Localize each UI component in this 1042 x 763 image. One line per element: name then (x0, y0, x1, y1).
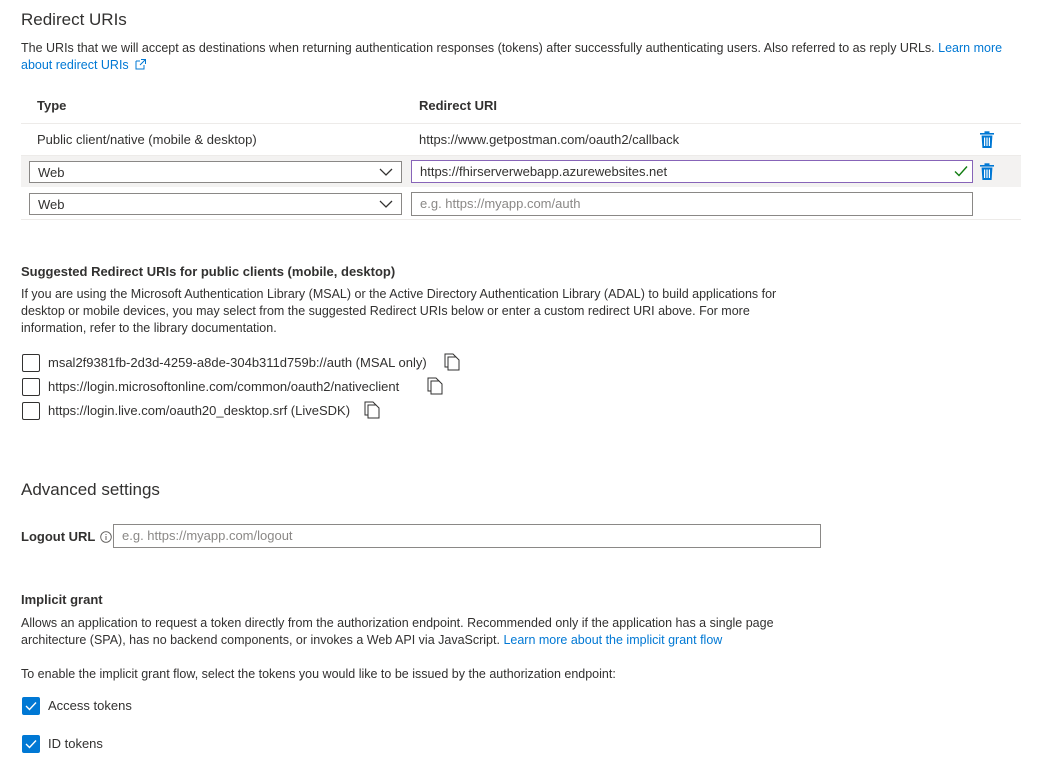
row-3-type-value: Web (38, 197, 65, 212)
row-1-type: Public client/native (mobile & desktop) (37, 132, 257, 147)
copy-button-1[interactable] (444, 353, 460, 371)
redirect-uris-description-text: The URIs that we will accept as destinations when returning authentication responses (tokens) after successfully authenticating users. Also referred to as reply URLs. (21, 41, 935, 55)
implicit-enable-text: To enable the implicit grant flow, select the tokens you would like to be issued by the authorization endpoint: (21, 667, 616, 681)
table-divider (21, 123, 1021, 124)
id-tokens-label: ID tokens (48, 736, 103, 751)
suggested-uri-checkbox-1[interactable] (22, 354, 40, 372)
suggested-uris-description: If you are using the Microsoft Authentication Library (MSAL) or the Active Directory Authentication Library (ADAL) to build applications for desktop or mobile devices, you may select from the suggested Redirect URIs below or enter a custom redirect URI above. For more information, refer to the library documentation. (21, 287, 777, 335)
row-2-uri-value: https://fhirserverwebapp.azurewebsites.net (420, 164, 668, 179)
logout-url-placeholder: e.g. https://myapp.com/logout (122, 528, 293, 543)
suggested-uri-checkbox-3[interactable] (22, 402, 40, 420)
learn-more-implicit-grant-link[interactable]: Learn more about the implicit grant flow (503, 633, 723, 647)
row-3-uri-input[interactable] (411, 192, 973, 216)
copy-icon (427, 377, 443, 395)
copy-button-2[interactable] (427, 377, 443, 395)
logout-url-input[interactable] (113, 524, 821, 548)
advanced-settings-title: Advanced settings (21, 480, 160, 499)
suggested-uri-checkbox-2[interactable] (22, 378, 40, 396)
implicit-grant-description: Allows an application to request a token directly from the authorization endpoint. Recommended only if the application has a single page architecture (SPA), has no backend components, or invokes a Web API via JavaScript. Learn more about the implicit grant flow (21, 616, 774, 647)
suggested-uri-label-3: https://login.live.com/oauth20_desktop.srf (LiveSDK) (48, 403, 351, 418)
copy-icon (364, 401, 380, 419)
column-header-redirect-uri: Redirect URI (419, 98, 498, 113)
id-tokens-checkbox[interactable] (22, 735, 40, 753)
chevron-down-icon (379, 198, 393, 210)
suggested-uris-title: Suggested Redirect URIs for public clients (mobile, desktop) (21, 264, 396, 279)
trash-icon (979, 163, 995, 181)
checkmark-icon (25, 701, 37, 711)
checkmark-icon (25, 739, 37, 749)
access-tokens-label: Access tokens (48, 698, 132, 713)
row-2-uri-input[interactable] (411, 160, 973, 183)
implicit-grant-title: Implicit grant (21, 592, 103, 607)
access-tokens-checkbox[interactable] (22, 697, 40, 715)
row-1-uri: https://www.getpostman.com/oauth2/callback (419, 132, 680, 147)
column-header-type: Type (37, 98, 67, 113)
external-link-icon (134, 58, 147, 76)
row-3-type-select[interactable] (29, 193, 402, 215)
redirect-uris-title: Redirect URIs (21, 10, 127, 29)
learn-more-redirect-link[interactable]: Learn more about redirect URIs (21, 41, 1003, 72)
chevron-down-icon (379, 166, 393, 178)
valid-check-icon (954, 165, 968, 177)
suggested-uri-label-1: msal2f9381fb-2d3d-4259-a8de-304b311d759b://auth (MSAL only) (48, 355, 427, 370)
copy-icon (444, 353, 460, 371)
trash-icon (979, 131, 995, 149)
info-icon[interactable] (100, 531, 112, 543)
suggested-uri-label-2: https://login.microsoftonline.com/common/oauth2/nativeclient (48, 379, 400, 394)
table-divider (21, 219, 1021, 220)
row-2-type-select[interactable] (29, 161, 402, 183)
redirect-uris-description (21, 40, 1021, 76)
delete-row-2-button[interactable] (979, 163, 995, 181)
copy-button-3[interactable] (364, 401, 380, 419)
delete-row-1-button[interactable] (979, 131, 995, 149)
logout-url-label: Logout URL (21, 529, 96, 544)
row-3-uri-placeholder: e.g. https://myapp.com/auth (420, 196, 581, 211)
row-2-type-value: Web (38, 165, 65, 180)
